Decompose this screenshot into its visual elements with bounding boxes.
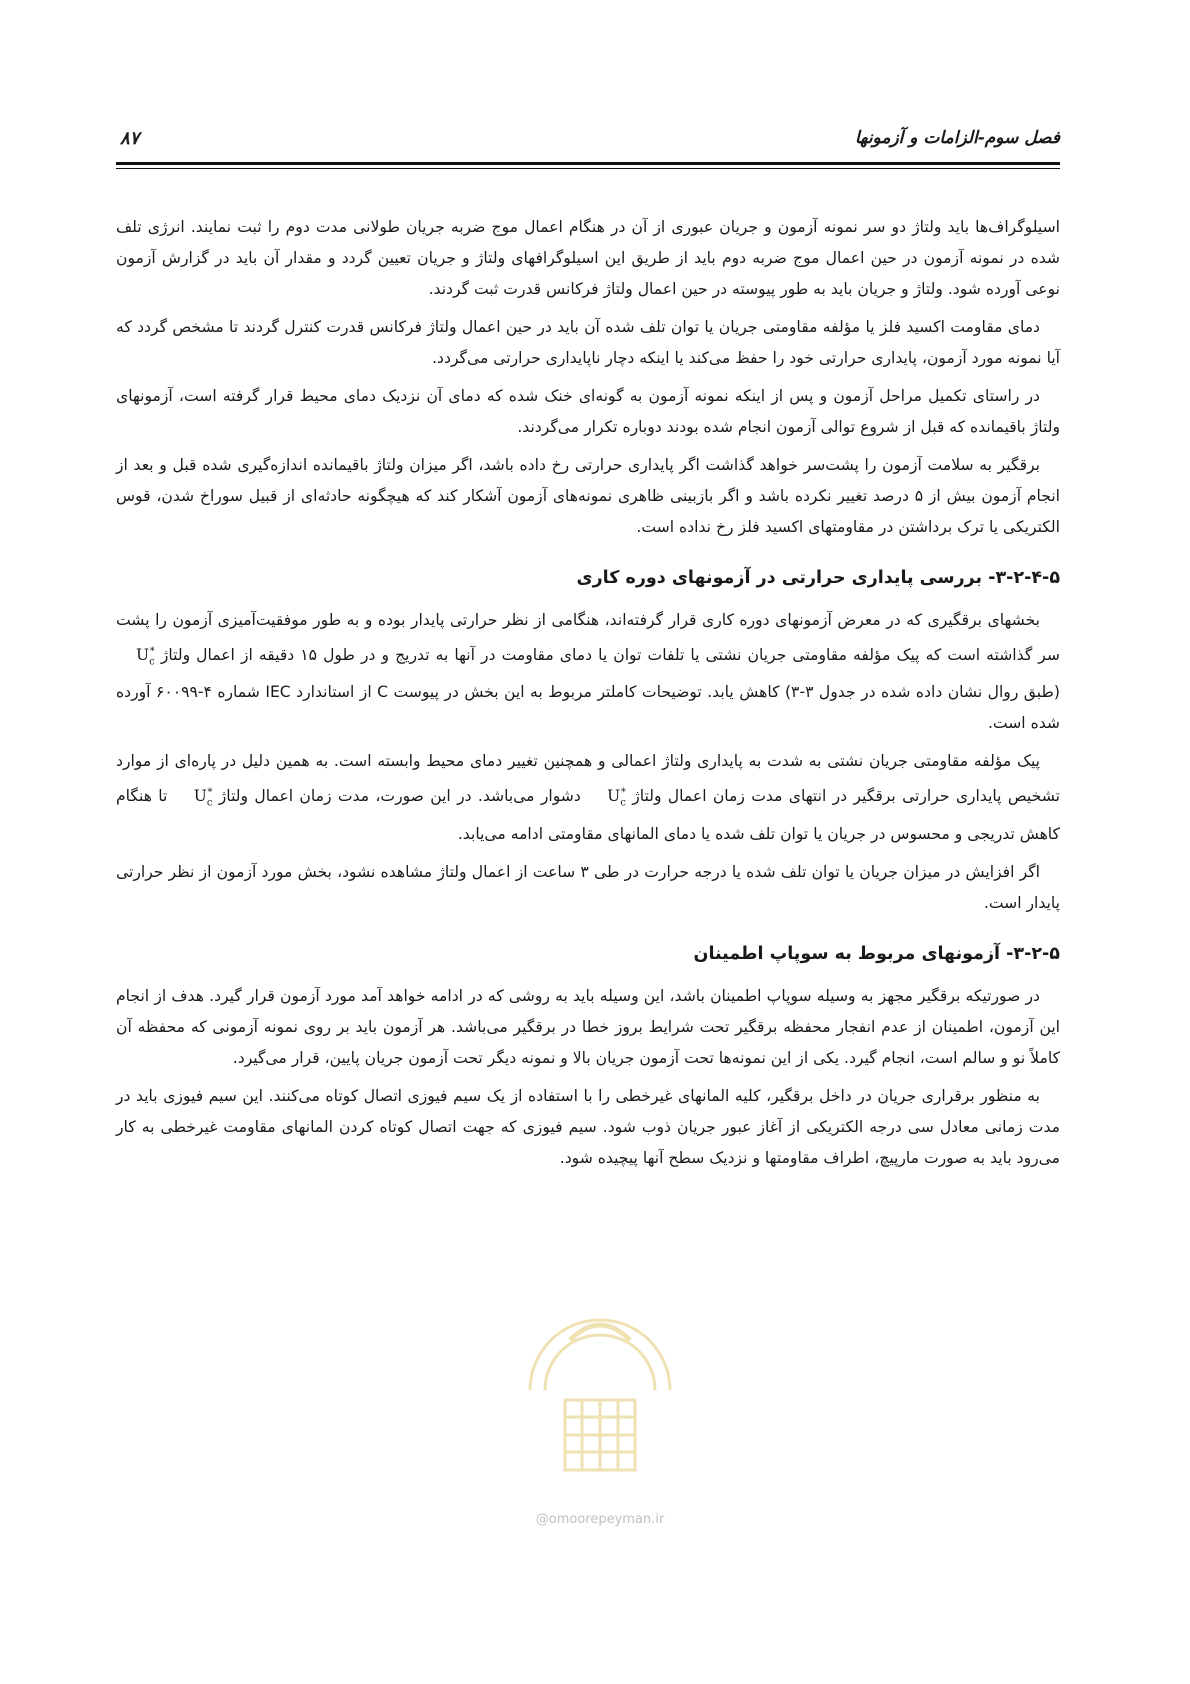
paragraph-text: دشوار می‌باشد. در این صورت، مدت زمان اعمال ولتاژ [218,787,581,806]
paragraph: دمای مقاومت اکسید فلز یا مؤلفه مقاومتی جریان یا توان تلف شده آن باید در حین اعمال ولتاژ فرکانس قدرت کنترل گردند تا مشخص گردد که آیا نمونه مورد آزمون، پایداری حرارتی خود را حفظ می‌کند یا اینکه دچار ناپایداری حرارتی می‌گردد. [116,318,1060,367]
uc-symbol: $U_c^*$ [607,787,626,809]
watermark-logo [510,1280,690,1500]
body-text [116,212,1060,1181]
uc-symbol: $U_c^*$ [136,646,155,668]
page-number: ۸۷ [120,128,140,149]
paragraph: برقگیر به سلامت آزمون را پشت‌سر خواهد گذاشت اگر پایداری حرارتی رخ داده باشد، اگر میزان ولتاژ باقیمانده اندازه‌گیری شده قبل و بعد از انجام آزمون بیش از ۵ درصد تغییر نکرده باشد و اگر بازبینی ظاهری نمونه‌های آزمون آشکار کند که هیچگونه حادثه‌ای از قبیل سوراخ شدن، قوس الکتریکی یا ترک برداشتن در مقاومتهای اکسید فلز رخ نداده است. [116,456,1060,536]
chapter-title: فصل سوم-الزامات و آزمونها [854,128,1060,148]
paragraph: در راستای تکمیل مراحل آزمون و پس از اینکه نمونه آزمون به گونه‌ای خنک شده که دمای آن نزدیک دمای محیط قرار گرفته است، آزمونهای ولتاژ باقیمانده که قبل از شروع توالی آزمون انجام شده بودند دوباره تکرار می‌گردند. [116,387,1060,436]
paragraph-text: پیک مؤلفه مقاومتی جریان نشتی به شدت به پایداری ولتاژ اعمالی و همچنین تغییر دمای محیط وابسته است. به همین دلیل در پاره‌ای از موارد تشخیص پایداری حرارتی برقگیر در انتهای مدت زمان اعمال ولتاژ [116,752,1060,806]
paragraph: در صورتیکه برقگیر مجهز به وسیله سوپاپ اطمینان باشد، این وسیله باید به روشی که در ادامه خواهد آمد مورد آزمون قرار گیرد. هدف از انجام این آزمون، اطمینان از عدم انفجار محفظه برقگیر تحت شرایط بروز خطا در برقگیر می‌باشد. هر آزمون باید بر روی نمونه آزمونی که محفظه آن کاملاً نو و سالم است، انجام گیرد. یکی از این نمونه‌ها تحت آزمون جریان بالا و نمونه دیگر تحت آزمون جریان پایین، قرار می‌گیرد. [116,986,1060,1067]
paragraph [116,746,1060,849]
paragraph: اگر افزایش در میزان جریان یا توان تلف شده یا درجه حرارت در طی ۳ ساعت از اعمال ولتاژ مشاهده نشود، بخش مورد آزمون از نظر حرارتی پایدار است. [116,862,1060,912]
uc-symbol: $U_c^*$ [193,787,213,809]
watermark-url: @omoorepeyman.ir [535,1512,665,1527]
paragraph-text: (طبق روال نشان داده شده در جدول ۳-۳) کاهش یابد. توضیحات کاملتر مربوط به این بخش در پیوست C از استاندارد IEC شماره ۴-۶۰۰۹۹ آورده شده است. [116,683,1061,733]
paragraph-text: بخشهای برقگیری که در معرض آزمونهای دوره کاری قرار گرفته‌اند، هنگامی از نظر حرارتی پایدار بوده و به طور موفقیت‌آمیزی آزمون را پشت سر گذاشته است که پیک مؤلفه مقاومتی جریان نشتی یا تلفات توان یا دمای مقاومت در آنها به تدریج و در طول ۱۵ دقیقه از اعمال ولتاژ [116,611,1060,665]
page-header [116,128,1060,158]
paragraph-text: تا هنگام کاهش تدریجی و محسوس در جریان یا توان تلف شده یا دمای المانهای مقاومتی ادامه می‌یابد. [116,787,1060,843]
paragraph: به منظور برقراری جریان در داخل برقگیر، کلیه المانهای غیرخطی را با استفاده از یک سیم فیوزی اتصال کوتاه می‌کنند. این سیم فیوزی باید در مدت زمانی معادل سی درجه الکتریکی از آغاز عبور جریان ذوب شود. سیم فیوزی که جهت اتصال کوتاه کردن المانهای مقاومت غیرخطی به کار می‌رود باید به صورت مارپیچ، اطراف مقاومتها و نزدیک سطح آنها پیچیده شود. [116,1086,1060,1167]
section-heading: ۳-۲-۵- آزمونهای مربوط به سوپاپ اطمینان [693,943,1060,964]
header-rule-thick [116,162,1060,165]
header-rule-thin [116,168,1060,169]
section-heading: ۳-۲-۴-۵- بررسی پایداری حرارتی در آزمونهای دوره کاری [576,568,1060,588]
paragraph: اسیلوگراف‌ها باید ولتاژ دو سر نمونه آزمون و جریان عبوری از آن در هنگام اعمال موج ضربه جریان طولانی مدت دوم را ثبت نمایند. انرژی تلف شده در نمونه آزمون در حین اعمال موج ضربه دوم باید از طریق این اسیلوگرافهای ولتاژ و جریان تعیین گردد و مقدار آن باید در گزارش آزمون نوعی آورده شود. ولتاژ و جریان باید به طور پیوسته در حین اعمال ولتاژ فرکانس قدرت ثبت گردند. [116,218,1060,298]
paragraph [116,605,1060,739]
